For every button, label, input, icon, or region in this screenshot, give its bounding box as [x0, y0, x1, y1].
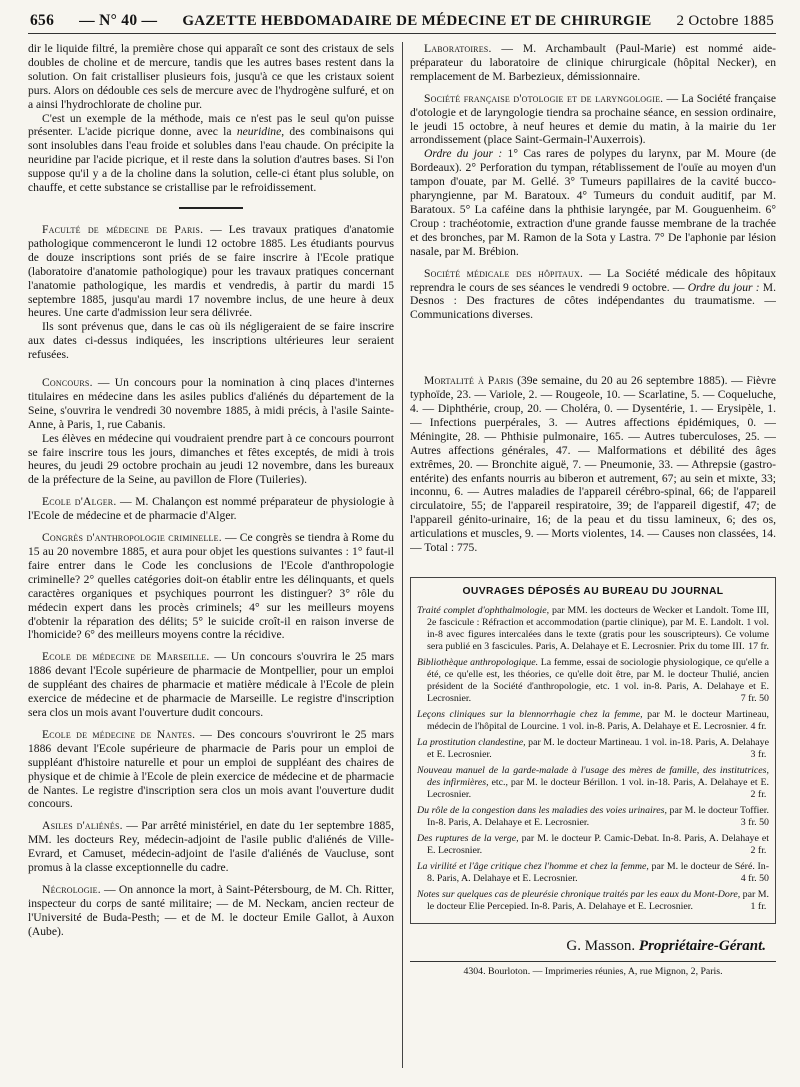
- notice-concours-p2: Les élèves en médecine qui voudraient prendre part à ce concours pourront se faire inscrire tous les jours, dimanches et fêtes exceptés, de midi à trois heures, du jeudi 29 octobre prochain au jeudi 12 novembre, dans les bureaux de la préfecture de la Seine, au pavillon de Flore (Tuileries).: [28, 431, 394, 487]
- left-column: [28, 42, 394, 1074]
- columns: [28, 42, 776, 1074]
- notice-concours: Concours. — Un concours pour la nomination à cinq places d'internes titulaires en médecine dans les asiles publics d'aliénés du département de la Seine, s'ouvrira le vendredi 30 novembre 1885, à midi précis, à l'asile Sainte-Anne, à Paris, 1, rue Cabanis.: [28, 376, 394, 431]
- book-entry: Notes sur quelques cas de pleurésie chronique traités par les eaux du Mont-Dore, par M. le docteur Elie Percepied. In-8. Paris, A. Delahaye et E. Lecrosnier. 1 fr.: [417, 889, 770, 912]
- notice-faculte-p2: Ils sont prévenus que, dans le cas où ils négligeraient de se faire inscrire aux dates ci-dessus indiquées, les inscriptions ultérieures leur seraient refusées.: [28, 320, 394, 362]
- notice-societe-hopitaux: Société médicale des hôpitaux. — La Société médicale des hôpitaux reprendra le cours de ses séances le vendredi 9 octobre. — Ordre du jour : M. Desnos : Des fractures de côtes indépendantes du traumatisme. — Communications diverses.: [410, 266, 776, 322]
- book-entry: La prostitution clandestine, par M. le docteur Martineau. 1 vol. in-18. Paris, A. Delahaye et E. Lecrosnier. 3 fr.: [417, 737, 769, 760]
- notice-nantes: Ecole de médecine de Nantes. — Des concours s'ouvriront le 25 mars 1886 devant l'Ecole supérieure de pharmacie de Paris pour un emploi de suppléant d'histoire naturelle et pour un emploi de suppléant des chaires de physique et de chimie à l'Ecole de plein exercice de médecine et de pharmacie de Nantes. Le registre d'inscription sera clos un mois avant l'ouverture dudit concours.: [28, 727, 394, 811]
- issue-number: — N° 40 —: [79, 12, 158, 29]
- printer-divider: [410, 961, 776, 962]
- book-entry: Nouveau manuel de la garde-malade à l'usage des mères de famille, des institutrices, des infirmières, etc., par M. le docteur Bérillon. 1 vol. in-18. Paris, A. Delahaye et E. Lecrosnier. 2 fr.: [417, 765, 769, 800]
- article-choline-p1: dir le liquide filtré, la première chose qui apparaît ce sont des cristaux de sels doubles de choline et de mercure, tandis que les autres bases restent dans la solution. On fait cristalliser plusieurs fois, jusqu'à ce que les cristaux soient purs. Alors on dédouble ces sels de mercure avec de l'hydrogène sulfuré, et on a ainsi l'hydrochlorate de choline pur.: [28, 42, 394, 111]
- notice-congres: Congrès d'anthropologie criminelle. — Ce congrès se tiendra à Rome du 15 au 20 novembre 1885, et aura pour objet les questions suivantes : 1° faut-il faire entrer dans le Code les conclusions de l'Ecole d'anthropologie criminelle? 2° quelles catégories doit-on établir entre les délinquants, et quels caractères organiques et psychiques pourront les distinguer? 3° rôle du médecin expert dans les procès criminels; 4° sur les meilleurs moyens d'obtenir la réparation des délits; 5° le suicide croît-il en raison inverse de l'homicide? 6° des meilleurs moyens contre la récidive.: [28, 531, 394, 642]
- books-title: OUVRAGES DÉPOSÉS AU BUREAU DU JOURNAL: [462, 586, 724, 597]
- notice-ordre-du-jour: Ordre du jour : 1° Cas rares de polypes du larynx, par M. Moure (de Bordeaux). 2° Perforation du tympan, rétablissement de l'ouïe au moyen d'un tampon d'ouate, par M. Gellé. 3° Tumeurs papillaires de la cavité bucco-pharyngienne, par M. Baratoux. 4° Tumeurs du conduit auditif, par M. Baratoux. 5° La caféine dans la phthisie laryngée, par M. Gouguenheim. 6° Croup : trachéotomie, extraction d'une grande fausse membrane de la trachée et des bronches, par M. Ramon de la Sota y Lastra. 7° De l'aphonie par lésion nasale, par M. Brébion.: [410, 147, 776, 258]
- journal-title: GAZETTE HEBDOMADAIRE DE MÉDECINE ET DE CHIRURGIE: [182, 13, 652, 29]
- issue-date: 2 Octobre 1885: [676, 13, 774, 29]
- page-header: [28, 12, 776, 34]
- book-entry: Leçons cliniques sur la blennorrhagie chez la femme, par M. le docteur Martineau, médecin de l'hôpital de Lourcine. 1 vol. in-8. Paris, A. Delahaye et E. Lecrosnier. 4 fr.: [417, 709, 769, 732]
- notice-mortalite: Mortalité à Paris (39e semaine, du 20 au 26 septembre 1885). — Fièvre typhoïde, 23. — Variole, 2. — Rougeole, 10. — Scarlatine, 5. — Coqueluche, 4. — Diphthérie, croup, 20. — Choléra, 0. — Dysentérie, 1. — Erysipèle, 1. — Infections puerpérales, 3. — Autres affections épidémiques, 0. — Méningite, 28. — Phthisie pulmonaire, 165. — Autres tuberculoses, 25. — Autres affections générales, 47. — Malformations et débilité des âges extrêmes, 20. — Bronchite aiguë, 7. — Pneumonie, 33. — Athrepsie (gastro-entérite) des enfants nourris au biberon et autrement, 67; au sein et mixte, 33; inconnu, 6. — Autres maladies de l'appareil cérébro-spinal, 66; de l'appareil circulatoire, 55; de l'appareil respiratoire, 39; de l'appareil digestif, 47; de l'appareil génito-urinaire, 16; de la peau et du tissu lamineux, 6; des os, articulations et muscles, 9. — Morts violentes, 14. — Causes non classées, 14. — Total : 775.: [410, 374, 776, 555]
- book-entry: Bibliothèque anthropologique. La femme, essai de sociologie physiologique, ce qu'elle a été, ce qu'elle est, les théories, ce qu'elle doit être, par M. le docteur Thulié, ancien président de la Société d'anthropologie, etc. 1 vol. in-8. Paris, A. Delahaye et E. Lecrosnier. 7 fr. 50: [417, 657, 769, 704]
- notice-necrologie: Nécrologie. — On annonce la mort, à Saint-Pétersbourg, de M. Ch. Ritter, inspecteur du corps de santé militaire; — de M. Neckam, ancien recteur de l'Université de Buda-Pesth; — et de M. le docteur Emile Gallot, à Auxon (Aube).: [28, 882, 394, 938]
- publisher-line: G. Masson. Propriétaire-Gérant.: [566, 938, 766, 954]
- book-entry: Traité complet d'ophthalmologie, par MM. les docteurs de Wecker et Landolt. Tome III, 2e fascicule : Réfraction et accommodation (partie clinique), par M. E. Landolt. 1 vol. in-8 avec figures intercalées dans le texte (gratis pour les souscripteurs). Ce volume sera publié en 3 fascicules. Paris, A. Delahaye et E. Lecrosnier. Prix du tome III. 17 fr.: [417, 605, 769, 652]
- notice-marseille: Ecole de médecine de Marseille. — Un concours s'ouvrira le 25 mars 1886 devant l'Ecole supérieure de pharmacie de Montpellier, pour un emploi de suppléant des chaires de pharmacie et matière médicale à l'Ecole de plein exercice de médecine et de pharmacie de Marseille. Le registre d'inscription sera clos un mois avant l'ouverture dudit concours.: [28, 650, 394, 719]
- article-choline-p2: C'est un exemple de la méthode, mais ce n'est pas le seul qu'on puisse présenter. L'acide picrique donne, avec la neuridine, des combinaisons qui sont insolubles dans l'eau froide et solubles dans l'eau chaude. On précipite la neuridine par l'acide picrique, et il reste dans la solution d'autres bases. Si l'on suppose qu'il y a de la choline dans la solution, celle-ci étant plus soluble, on chauffe, et cette substance se cristallise par le refroidissement.: [28, 111, 394, 195]
- books-box: [410, 577, 776, 924]
- notice-laboratoires: Laboratoires. — M. Archambault (Paul-Marie) est nommé aide-préparateur du laboratoire de clinique chirurgicale (hôpital Necker), en remplacement de M. Barbezieux, démissionnaire.: [410, 42, 776, 83]
- books-list: [417, 605, 769, 913]
- section-divider: [179, 207, 243, 209]
- right-column: [410, 42, 776, 1074]
- notice-faculte: Faculté de médecine de Paris. — Les travaux pratiques d'anatomie pathologique commenceront le lundi 12 octobre 1885. Les étudiants pourvus de douze inscriptions sont priés de se faire inscrire à l'Ecole pratique (laboratoire d'anatomie pathologique) pour les travaux pratiques concernant l'anatomie pathologique, les mardis et vendredis, à partir du mardi 15 septembre 1885, jusqu'au mardi 17 novembre inclus, de une heure à deux heures. Une carte d'admission leur sera délivrée.: [28, 222, 394, 320]
- newspaper-page: [28, 12, 776, 1076]
- notice-alger: Ecole d'Alger. — M. Chalançon est nommé préparateur de physiologie à l'Ecole de médecine et de pharmacie d'Alger.: [28, 495, 394, 523]
- book-entry: Des ruptures de la verge, par M. le docteur P. Camic-Debat. In-8. Paris, A. Delahaye et E. Lecrosnier. 2 fr.: [417, 833, 769, 856]
- book-entry: La virilité et l'âge critique chez l'homme et chez la femme, par M. le docteur de Séré. In-8. Paris, A. Delahaye et E. Lecrosnier. 4 fr. 50: [417, 861, 769, 884]
- notice-asiles: Asiles d'aliénés. — Par arrêté ministériel, en date du 1er septembre 1885, MM. les docteurs Rey, médecin-adjoint de l'asile public d'aliénés de Ville-Evrard, et Camuset, médecin-adjoint de l'asile d'aliénés de Vaucluse, sont promus à la classe exceptionnelle du cadre.: [28, 819, 394, 875]
- printer-line: 4304. Bourloton. — Imprimeries réunies, A, rue Mignon, 2, Paris.: [463, 966, 723, 977]
- book-entry: Du rôle de la congestion dans les maladies des voies urinaires, par M. le docteur Toffier. In-8. Paris, A. Delahaye et E. Lecrosnier. 3 fr. 50: [417, 805, 769, 828]
- page-number: 656: [30, 12, 55, 29]
- column-divider: [402, 42, 403, 1068]
- notice-societe-otologie: Société française d'otologie et de laryngologie. — La Société française d'otologie et de laryngologie tiendra sa prochaine séance, en session ordinaire, le jeudi 15 octobre, à neuf heures et demie du matin, à la mairie du 1er arrondissement (place Saint-Germain-l'Auxerrois).: [410, 91, 776, 147]
